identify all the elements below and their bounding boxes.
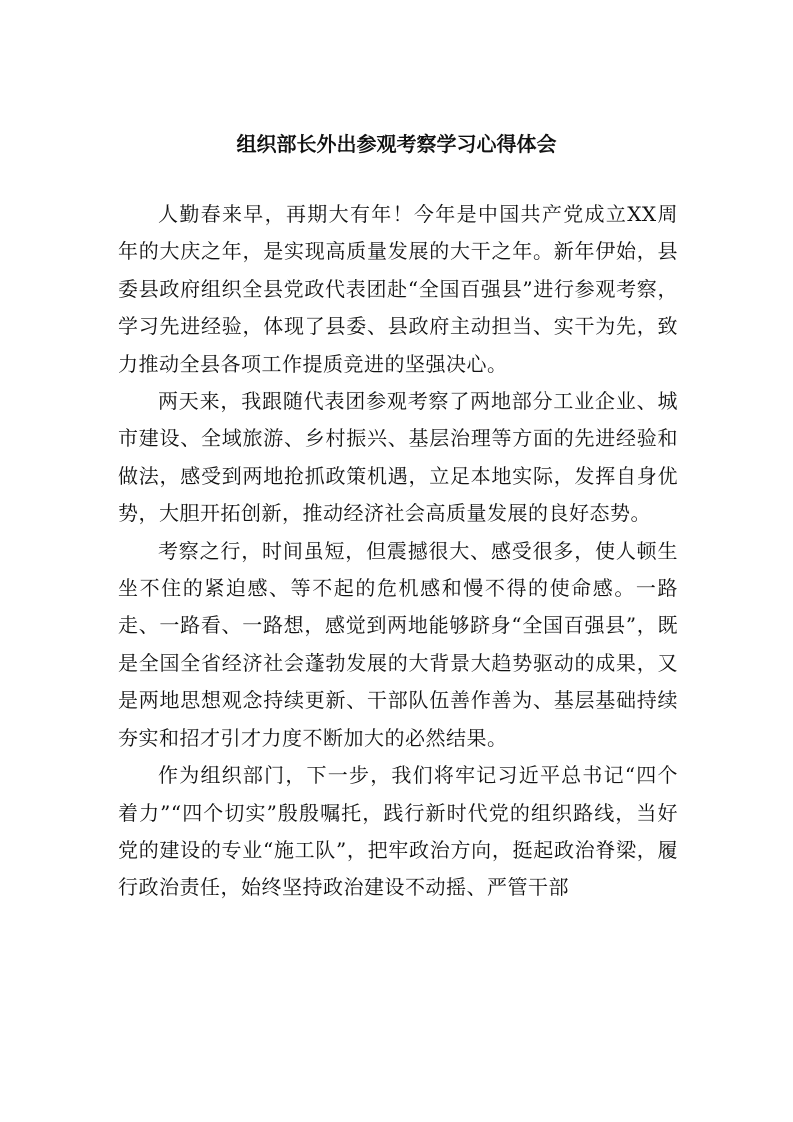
paragraph: 考察之行，时间虽短，但震撼很大、感受很多，使人顿生坐不住的紧迫感、等不起的危机感和慢不得的使命感。一路走、一路看、一路想，感觉到两地能够跻身“全国百强县”，既是全国全省经济社会蓬勃发展的大背景大趋势驱动的成果，又是两地思想观念持续更新、干部队伍善作善为、基层基础持续夯实和招才引才力度不断加大的必然结果。 <box>118 538 678 750</box>
document-body <box>118 196 678 907</box>
paragraph: 人勤春来早，再期大有年！今年是中国共产党成立XX周年的大庆之年，是实现高质量发展的大干之年。新年伊始，县委县政府组织全县党政代表团赴“全国百强县”进行参观考察，学习先进经验，体现了县委、县政府主动担当、实干为先，致力推动全县各项工作提质竞进的坚强决心。 <box>118 202 678 376</box>
paragraph: 作为组织部门，下一步，我们将牢记习近平总书记“四个着力”“四个切实”殷殷嘱托，践行新时代党的组织路线，当好党的建设的专业“施工队”，把牢政治方向，挺起政治脊梁，履行政治责任，始终坚持政治建设不动摇、严管干部 <box>118 763 678 900</box>
paragraph: 两天来，我跟随代表团参观考察了两地部分工业企业、城市建设、全域旅游、乡村振兴、基层治理等方面的先进经验和做法，感受到两地抢抓政策机遇，立足本地实际，发挥自身优势，大胆开拓创新，推动经济社会高质量发展的良好态势。 <box>118 389 678 526</box>
document-title: 组织部长外出参观考察学习心得体会 <box>236 132 557 156</box>
